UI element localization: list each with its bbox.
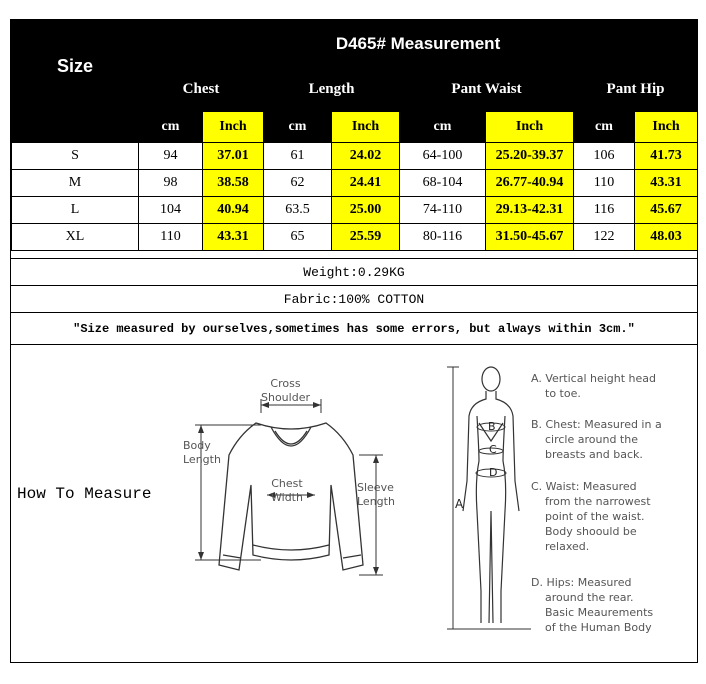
length-inch: 24.02	[332, 143, 400, 170]
waist-inch: 25.20-39.37	[486, 143, 574, 170]
waist-cm: 74-110	[400, 197, 486, 224]
fabric-line: Fabric:100% COTTON	[11, 285, 697, 313]
note-line: C. Waist: Measured	[531, 480, 637, 493]
how-to-measure-section	[11, 344, 697, 665]
label-line: Sleeve	[357, 481, 394, 494]
unit-cm: cm	[264, 112, 332, 143]
hip-inch: 45.67	[635, 197, 698, 224]
hip-inch: 41.73	[635, 143, 698, 170]
unit-cm: cm	[139, 112, 203, 143]
chest-cm: 110	[139, 224, 203, 251]
unit-cm: cm	[400, 112, 486, 143]
mark-a: A	[455, 497, 464, 511]
unit-inch: Inch	[635, 112, 698, 143]
note-a	[531, 371, 691, 401]
note-line: Body shoould be	[545, 525, 637, 538]
table-row	[12, 197, 698, 224]
mark-c: C	[489, 443, 497, 456]
chest-cm: 94	[139, 143, 203, 170]
col-chest: Chest	[139, 67, 264, 112]
hip-cm: 106	[574, 143, 635, 170]
label-line: Cross	[270, 377, 301, 390]
label-line: Body	[183, 439, 211, 452]
hip-cm: 122	[574, 224, 635, 251]
note-line: A. Vertical height head	[531, 372, 657, 385]
hip-cm: 110	[574, 170, 635, 197]
note-line: D. Hips: Measured	[531, 576, 632, 589]
size-table	[11, 20, 698, 251]
body-length-label	[183, 439, 221, 467]
length-inch: 24.41	[332, 170, 400, 197]
length-inch: 25.00	[332, 197, 400, 224]
length-cm: 65	[264, 224, 332, 251]
chest-inch: 40.94	[203, 197, 264, 224]
label-line: Length	[183, 453, 221, 466]
note-c	[531, 479, 691, 554]
note-line: around the rear.	[545, 591, 634, 604]
table-row	[12, 143, 698, 170]
sleeve-length-label	[357, 481, 395, 509]
length-cm: 63.5	[264, 197, 332, 224]
mark-b: B	[488, 420, 496, 433]
waist-cm: 64-100	[400, 143, 486, 170]
note-line: to toe.	[545, 387, 581, 400]
note-line: of the Human Body	[545, 621, 652, 634]
length-cm: 61	[264, 143, 332, 170]
size-cell: L	[12, 197, 139, 224]
hip-inch: 48.03	[635, 224, 698, 251]
size-chart	[10, 19, 698, 663]
hip-inch: 43.31	[635, 170, 698, 197]
how-to-measure-title: How To Measure	[17, 485, 152, 503]
unit-inch: Inch	[203, 112, 264, 143]
size-header: Size	[12, 21, 139, 112]
table-title: D465# Measurement	[139, 21, 698, 67]
cross-shoulder-label	[261, 377, 310, 405]
note-line: Basic Meaurements	[545, 606, 654, 619]
note-line: breasts and back.	[545, 448, 643, 461]
chest-inch: 37.01	[203, 143, 264, 170]
disclaimer: "Size measured by ourselves,sometimes has some errors, but always within 3cm."	[11, 312, 697, 345]
col-pant-hip: Pant Hip	[574, 67, 698, 112]
length-cm: 62	[264, 170, 332, 197]
chest-width-label	[271, 477, 303, 505]
mark-d: D	[489, 466, 498, 479]
chest-cm: 98	[139, 170, 203, 197]
note-line: relaxed.	[545, 540, 590, 553]
table-row	[12, 170, 698, 197]
note-line: B. Chest: Measured in a	[531, 418, 662, 431]
unit-inch: Inch	[332, 112, 400, 143]
note-b	[531, 417, 691, 462]
chest-inch: 38.58	[203, 170, 264, 197]
table-row	[12, 224, 698, 251]
waist-cm: 80-116	[400, 224, 486, 251]
col-pant-waist: Pant Waist	[400, 67, 574, 112]
waist-inch: 26.77-40.94	[486, 170, 574, 197]
label-line: Chest	[271, 477, 303, 490]
waist-inch: 29.13-42.31	[486, 197, 574, 224]
label-line: Length	[357, 495, 395, 508]
size-cell: S	[12, 143, 139, 170]
note-line: point of the waist.	[545, 510, 645, 523]
label-line: Shoulder	[261, 391, 310, 404]
waist-cm: 68-104	[400, 170, 486, 197]
note-line: circle around the	[545, 433, 638, 446]
col-length: Length	[264, 67, 400, 112]
unit-inch: Inch	[486, 112, 574, 143]
note-line: from the narrowest	[545, 495, 651, 508]
size-cell: M	[12, 170, 139, 197]
unit-cm: cm	[574, 112, 635, 143]
unit-blank	[12, 112, 139, 143]
chest-cm: 104	[139, 197, 203, 224]
chest-inch: 43.31	[203, 224, 264, 251]
length-inch: 25.59	[332, 224, 400, 251]
hip-cm: 116	[574, 197, 635, 224]
waist-inch: 31.50-45.67	[486, 224, 574, 251]
weight-line: Weight:0.29KG	[11, 258, 697, 286]
size-cell: XL	[12, 224, 139, 251]
note-d	[531, 575, 691, 635]
label-line: Width	[271, 491, 303, 504]
